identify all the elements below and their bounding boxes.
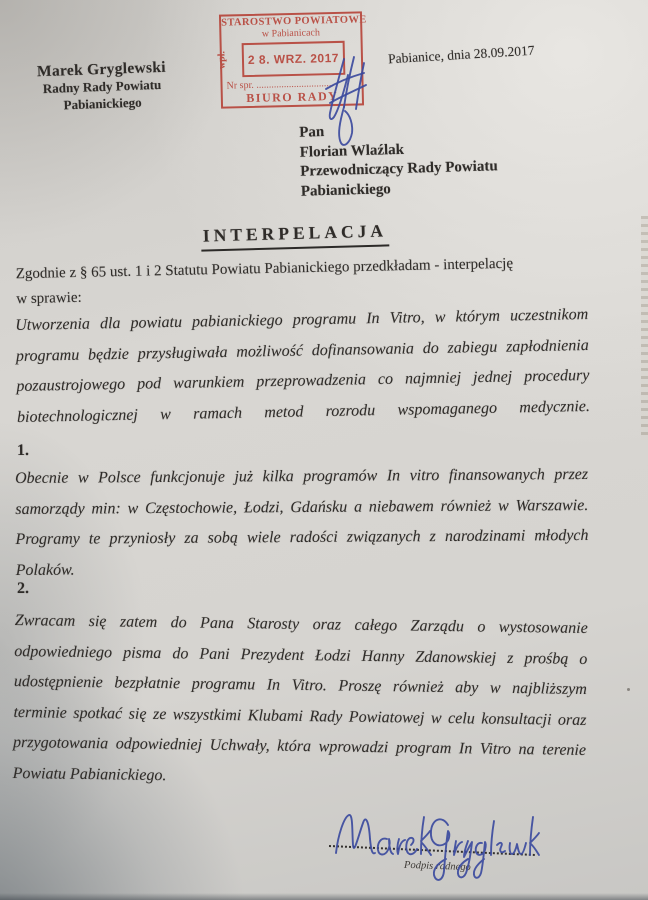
stamp-date-value: 2 8. WRZ. 2017: [247, 50, 340, 67]
handwritten-signature: [320, 801, 550, 896]
signature-caption: Podpis radnego: [403, 859, 471, 874]
intro-line1: Zgodnie z § 65 ust. 1 i 2 Statutu Powiatu Pabianickiego przedkładam - interpelację: [15, 255, 514, 283]
stamp-received-label: wpł.: [216, 50, 228, 70]
point-2-line: terminie spotkać się ze wszystkimi Klubami Rady Powiatowej w celu konsultacji oraz: [13, 703, 587, 729]
paper-speck: [627, 688, 630, 691]
sender-role-line1: Radny Rady Powiatu: [42, 76, 162, 97]
date-line: Pabianice, dnia 28.09.2017: [387, 42, 535, 67]
stamp-office-name: STAROSTWO POWIATOWE: [221, 14, 367, 29]
point-2-paragraph: [12, 606, 587, 797]
handwritten-initials-paraph: [320, 55, 372, 147]
point-1-label: 1.: [16, 441, 30, 460]
point-2-line: przygotowania odpowiedniej Uchwały, która wprowadzi program In Vitro na terenie: [12, 733, 587, 759]
addressee-line-district: Pabianickiego: [300, 180, 392, 200]
addressee-line-pan: Pan: [298, 124, 325, 141]
subject-line: biotechnologicznej w ramach metod rozrodu wspomaganego medycznie.: [16, 397, 591, 426]
subject-line: Utworzenia dla powiatu pabianickiego programu In Vitro, w którym uczestnikom: [15, 305, 589, 334]
point-1-line: Programy te przyniosły za sobą wiele radości związanych z narodzinami młodych: [15, 526, 589, 548]
document-title-wrap: [165, 219, 426, 252]
intro-line2: w sprawie:: [16, 289, 82, 308]
point-1-line: samorządy min: w Częstochowie, Łodzi, Gdańsku a niebawem również w Warszawie.: [15, 496, 589, 518]
sender-role-line2: Pabianickiego: [63, 94, 142, 112]
point-1-paragraph: [15, 460, 589, 586]
subject-line: pozaustrojowego pod warunkiem przeprowadzenia co najmniej jednej procedury: [16, 366, 590, 395]
sender-name: Marek Gryglewski: [36, 58, 167, 81]
addressee-line-name: Florian Wlaźlak: [299, 141, 405, 161]
subject-paragraph: [15, 300, 590, 433]
point-2-line: odpowiedniego pisma do Pani Prezydent Łodzi Hanny Zdanowskiej z prośbą o: [14, 642, 588, 668]
sender-block: [27, 57, 177, 114]
point-1-line: Obecnie w Polsce funkcjonuje już kilka programów In vitro finansowanych przez: [15, 465, 589, 487]
point-2-line: Powiatu Pabianickiego.: [12, 764, 167, 784]
point-2-line: Zwracam się zatem do Pana Starosty oraz całego Zarządu o wystosowanie: [14, 611, 588, 637]
addressee-line-role: Przewodniczący Rady Powiatu: [300, 158, 498, 180]
point-2-line: udostępnienie bezpłatnie programu In Vitro. Proszę również aby w najbliższym: [13, 672, 588, 698]
point-2-label: 2.: [16, 579, 30, 598]
point-1-line: Polaków.: [15, 561, 75, 579]
document-title: INTERPELACJA: [201, 220, 390, 251]
stamp-office-city: w Pabianicach: [261, 27, 321, 40]
stamp-case-number-line: Nr spr. ...............................: [226, 78, 334, 92]
subject-line: programu będzie przysługiwała możliwość dofinansowania do zabiegu zapłodnienia: [15, 336, 589, 365]
page-edge-perforation-artifact: [641, 216, 648, 440]
stamp-case-dots: ...............................: [256, 78, 334, 91]
stamp-department: BIURO RADY: [246, 88, 339, 106]
